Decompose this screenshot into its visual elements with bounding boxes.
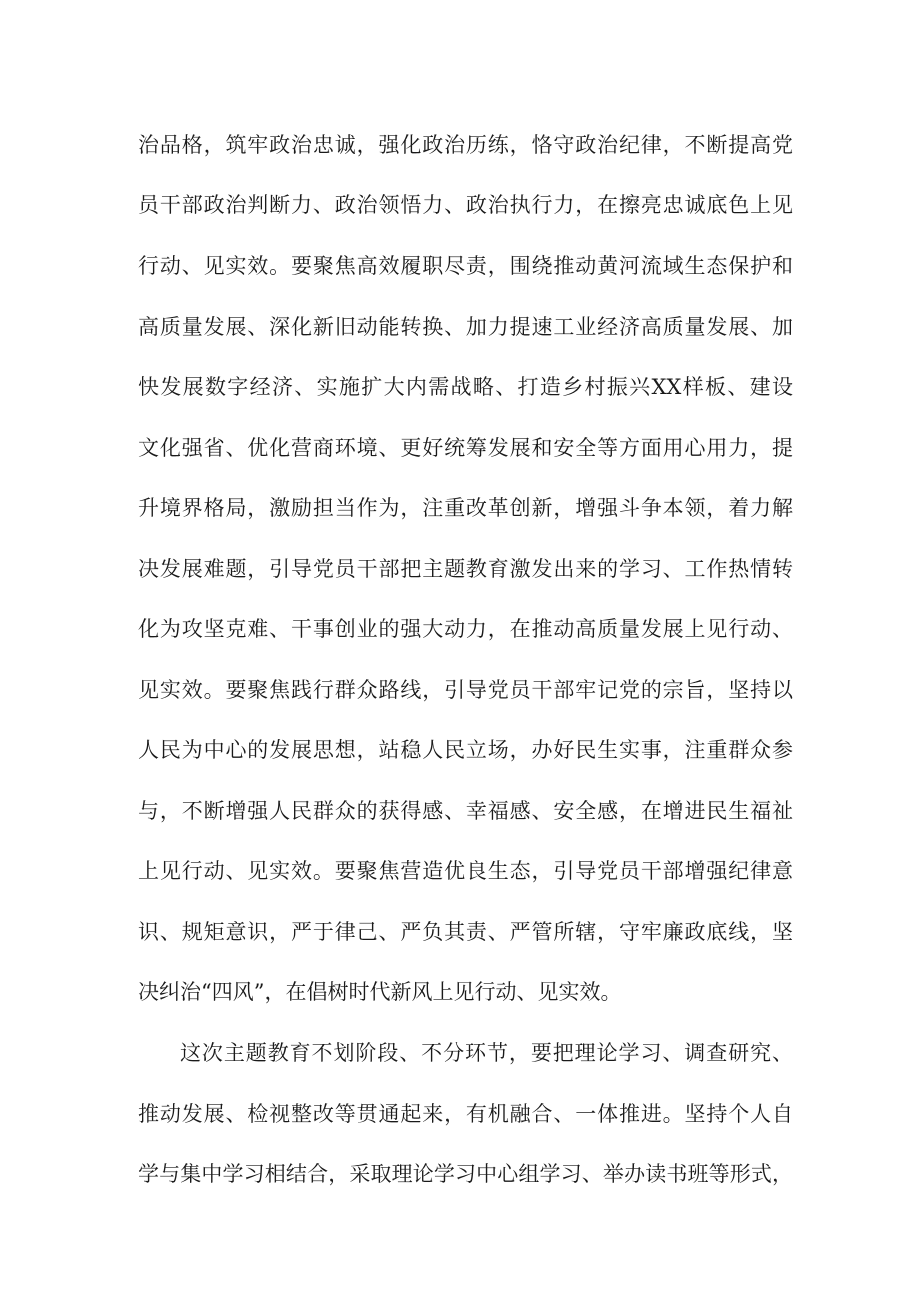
paragraph-line: 见实效。要聚焦践行群众路线，引导党员干部牢记党的宗旨，坚持以: [138, 678, 793, 702]
paragraph-line: 员干部政治判断力、政治领悟力、政治执行力，在擦亮忠诚底色上见: [138, 193, 793, 217]
paragraph-line: 化为攻坚克难、干事创业的强大动力，在推动高质量发展上见行动、: [138, 617, 793, 641]
paragraph-line: 文化强省、优化营商环境、更好统筹发展和安全等方面用心用力，提: [138, 436, 793, 460]
paragraph-line: 升境界格局，激励担当作为，注重改革创新，增强斗争本领，着力解: [138, 496, 793, 520]
paragraph-line: 治品格，筑牢政治忠诚，强化政治历练，恪守政治纪律，不断提高党: [138, 133, 793, 157]
paragraph-line: 行动、见实效。要聚焦高效履职尽责，围绕推动黄河流域生态保护和: [138, 254, 793, 278]
paragraph-line: 决发展难题，引导党员干部把主题教育激发出来的学习、工作热情转: [138, 557, 793, 581]
paragraph-line: 决纠治“四风”，在倡树时代新风上见行动、见实效。: [138, 980, 622, 1004]
paragraph-line: 这次主题教育不划阶段、不分环节，要把理论学习、调查研究、: [180, 1041, 793, 1065]
paragraph-line: 识、规矩意识，严于律己、严负其责、严管所辖，守牢廉政底线，坚: [138, 920, 793, 944]
paragraph-line: 与，不断增强人民群众的获得感、幸福感、安全感，在增进民生福祉: [138, 799, 793, 823]
paragraph-line: 高质量发展、深化新旧动能转换、加力提速工业经济高质量发展、加: [138, 315, 793, 339]
paragraph-line: 上见行动、见实效。要聚焦营造优良生态，引导党员干部增强纪律意: [138, 859, 793, 883]
paragraph-line: 人民为中心的发展思想，站稳人民立场，办好民生实事，注重群众参: [138, 738, 793, 762]
paragraph-line: 快发展数字经济、实施扩大内需战略、打造乡村振兴XX样板、建设: [138, 375, 793, 399]
paragraph-line: 学与集中学习相结合，采取理论学习中心组学习、举办读书班等形式，: [138, 1162, 793, 1186]
paragraph-line: 推动发展、检视整改等贯通起来，有机融合、一体推进。坚持个人自: [138, 1102, 793, 1126]
